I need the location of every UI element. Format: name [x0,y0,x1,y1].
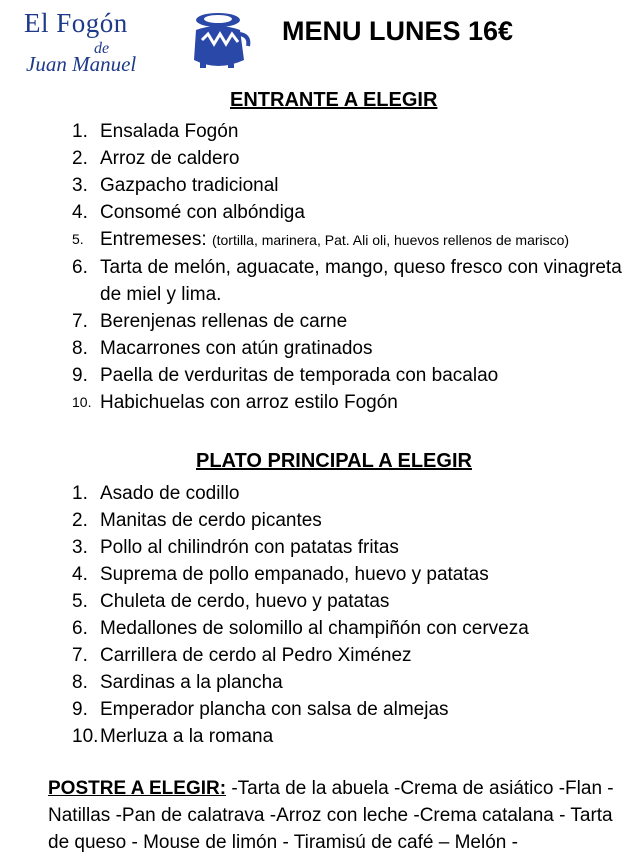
list-item: 10. Habichuelas con arroz estilo Fogón [72,392,398,413]
list-item: 9. Paella de verduritas de temporada con bacalao [72,365,499,386]
list-item: 5. Entremeses: (tortilla, marinera, Pat. Ali oli, huevos rellenos de marisco) [72,229,570,250]
list-item: 3. Gazpacho tradicional [72,175,279,196]
list-item: 3. Pollo al chilindrón con patatas fritas [72,537,399,558]
logo-de: de [94,40,110,57]
list-item: 2. Manitas de cerdo picantes [72,510,322,531]
logo-name: El Fogón [24,8,128,38]
list-item: 4. Consomé con albóndiga [72,202,305,223]
entrante-heading: ENTRANTE A ELEGIR [230,89,438,111]
list-item: 1. Asado de codillo [72,483,240,504]
restaurant-logo [24,8,252,80]
list-item: 9. Emperador plancha con salsa de almejas [72,699,449,720]
list-item: 8. Sardinas a la plancha [72,672,283,693]
postre-label: POSTRE A ELEGIR: [48,778,227,799]
list-item: 6. Medallones de solomillo al champiñón con cerveza [72,618,529,639]
postre-text: -Tarta de la abuela -Crema de asiático -Flan - Natillas -Pan de calatrava -Arroz con leche -Crema catalana - Tarta de queso - Mouse de limón - Tiramisú de café – Melón - [48,778,614,853]
list-item: 10. Merluza a la romana [72,726,274,747]
list-item: 2. Arroz de caldero [72,148,240,169]
list-item: 6. Tarta de melón, aguacate, mango, queso fresco con vinagreta de miel y lima. [72,257,622,305]
principal-list [48,480,640,750]
list-item: 7. Berenjenas rellenas de carne [72,311,348,332]
principal-heading: PLATO PRINCIPAL A ELEGIR [196,450,472,472]
list-item: 8. Macarrones con atún gratinados [72,338,373,359]
entrante-list [48,118,640,416]
list-item: 4. Suprema de pollo empanado, huevo y patatas [72,564,489,585]
list-item: 1. Ensalada Fogón [72,121,239,142]
entremeses-detail: (tortilla, marinera, Pat. Ali oli, huevos rellenos de marisco) [211,232,570,248]
list-item: 5. Chuleta de cerdo, huevo y patatas [72,591,390,612]
postre-section [48,775,628,856]
cooking-pot-icon [188,10,252,72]
logo-owner-name: Juan Manuel [26,52,137,76]
menu-title: MENU LUNES 16€ [282,16,514,46]
list-item: 7. Carrillera de cerdo al Pedro Ximénez [72,645,412,666]
